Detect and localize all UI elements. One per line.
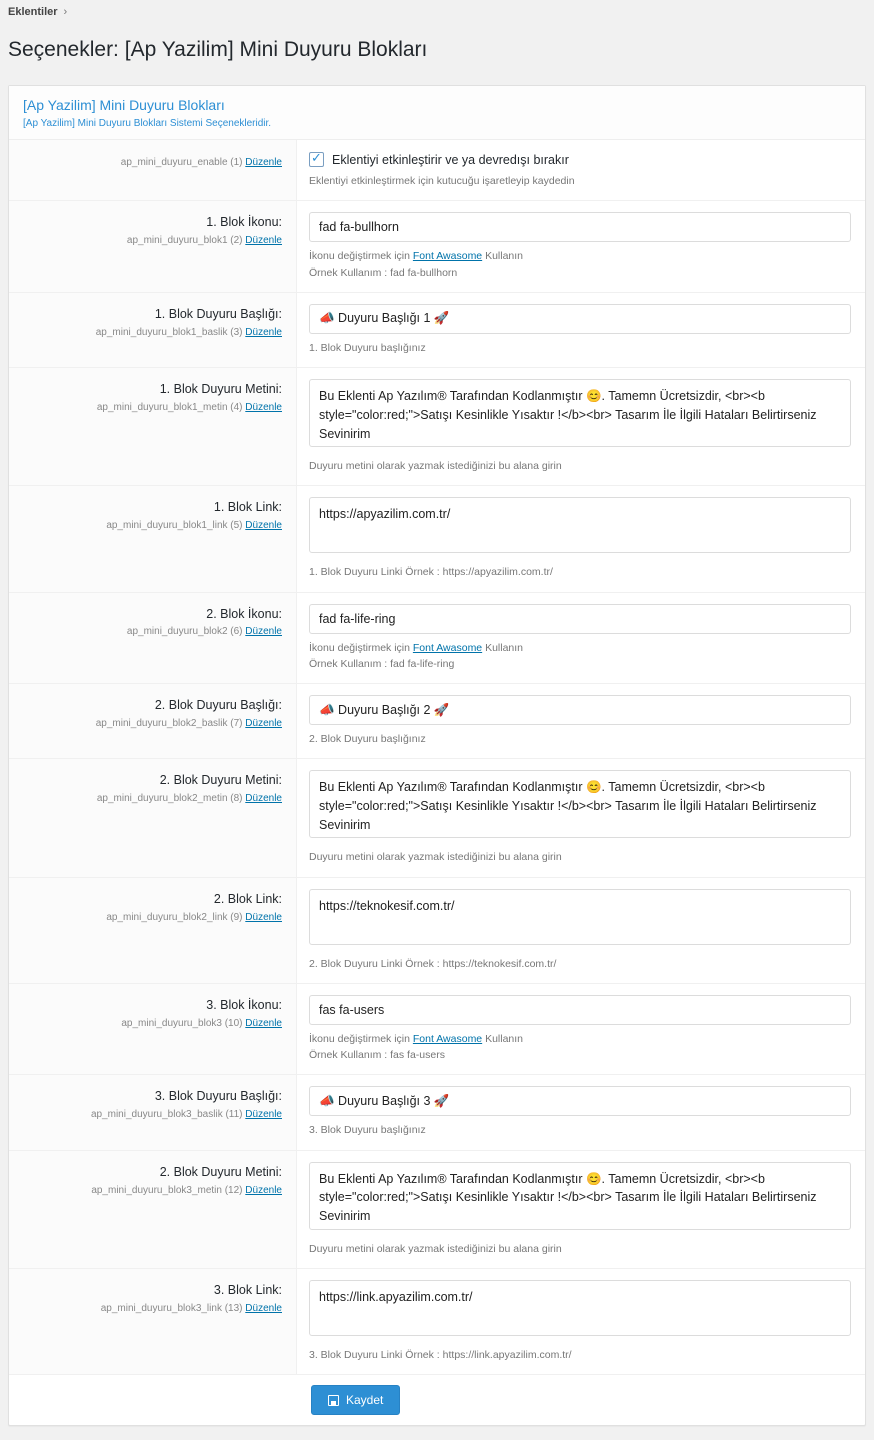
- setting-meta: [19, 519, 282, 533]
- setting-label-cell: [9, 1075, 297, 1149]
- setting-row: [9, 684, 865, 759]
- setting-meta: [19, 625, 282, 639]
- setting-label: 1. Blok Link:: [213, 500, 282, 515]
- setting-row: [9, 878, 865, 984]
- setting-label-cell: [9, 759, 297, 876]
- setting-field-cell: [297, 984, 865, 1075]
- setting-field-cell: [297, 1269, 865, 1374]
- setting-label: 1. Blok İkonu:: [206, 215, 282, 230]
- setting-option-key: ap_mini_duyuru_blok3 (10): [121, 1017, 243, 1029]
- setting-option-key: ap_mini_duyuru_blok1_metin (4): [96, 401, 243, 413]
- setting-meta: [19, 1108, 282, 1122]
- setting-label-cell: [9, 486, 297, 591]
- setting-label-cell: [9, 368, 297, 485]
- setting-row: [9, 140, 865, 201]
- setting-text-textarea[interactable]: [309, 379, 851, 447]
- setting-text-input[interactable]: [309, 212, 851, 242]
- setting-meta: [19, 1017, 282, 1031]
- setting-row: [9, 486, 865, 592]
- breadcrumb-root[interactable]: Eklentiler: [8, 5, 58, 18]
- setting-help: Duyuru metini olarak yazmak istediğinizi bu alana girin: [309, 460, 562, 473]
- setting-label: 2. Blok Link:: [213, 891, 282, 906]
- edit-link[interactable]: Düzenle: [245, 793, 282, 805]
- edit-link[interactable]: Düzenle: [245, 401, 282, 413]
- setting-text-input[interactable]: [309, 1086, 851, 1116]
- setting-label: 2. Blok İkonu:: [206, 606, 282, 621]
- setting-meta: [19, 401, 282, 415]
- edit-link[interactable]: Düzenle: [245, 626, 282, 638]
- setting-field-cell: [297, 293, 865, 367]
- setting-help: 1. Blok Duyuru başlığınız: [309, 341, 426, 354]
- setting-help: Duyuru metini olarak yazmak istediğinizi bu alana girin: [309, 1242, 562, 1255]
- setting-option-key: ap_mini_duyuru_blok3_baslik (11): [90, 1109, 243, 1121]
- setting-field-cell: [297, 593, 865, 684]
- setting-option-key: ap_mini_duyuru_blok2_link (9): [106, 911, 243, 923]
- setting-help: 3. Blok Duyuru Linki Örnek : https://link.apyazilim.com.tr/: [309, 1349, 572, 1361]
- edit-link[interactable]: Düzenle: [245, 1184, 282, 1196]
- setting-row: [9, 984, 865, 1076]
- help-text-post: Kullanın: [482, 250, 524, 263]
- help-text-pre: İkonu değiştirmek için: [309, 250, 413, 263]
- help-text-example: Örnek Kullanım : fad fa-life-ring: [309, 657, 455, 670]
- setting-label-cell: [9, 984, 297, 1075]
- setting-option-key: ap_mini_duyuru_blok3_link (13): [100, 1302, 243, 1314]
- breadcrumb-separator-icon: ›: [63, 5, 68, 18]
- setting-meta: [19, 234, 282, 248]
- help-text-example: Örnek Kullanım : fad fa-bullhorn: [309, 266, 458, 279]
- help-text-post: Kullanın: [482, 1032, 524, 1045]
- edit-link[interactable]: Düzenle: [245, 911, 282, 923]
- setting-label-cell: [9, 293, 297, 367]
- panel-title: [Ap Yazilim] Mini Duyuru Blokları: [23, 97, 225, 114]
- setting-help: 2. Blok Duyuru Linki Örnek : https://teknokesif.com.tr/: [309, 957, 557, 970]
- setting-text-input[interactable]: [309, 604, 851, 634]
- setting-label-cell: [9, 201, 297, 292]
- panel-header: [9, 86, 865, 140]
- setting-field-cell: [297, 368, 865, 485]
- setting-label: 3. Blok Duyuru Başlığı:: [154, 1089, 282, 1104]
- setting-row: [9, 201, 865, 293]
- setting-meta: [19, 1184, 282, 1198]
- setting-label: 1. Blok Duyuru Metini:: [159, 382, 282, 397]
- setting-meta: [19, 911, 282, 925]
- setting-link-textarea[interactable]: [309, 889, 851, 945]
- setting-field-cell: [297, 140, 865, 200]
- setting-field-cell: [297, 684, 865, 758]
- help-text-pre: İkonu değiştirmek için: [309, 1032, 413, 1045]
- setting-text-input[interactable]: [309, 304, 851, 334]
- help-text-example: Örnek Kullanım : fas fa-users: [309, 1049, 445, 1062]
- edit-link[interactable]: Düzenle: [245, 1109, 282, 1121]
- help-text-post: Kullanın: [482, 641, 524, 654]
- setting-option-key: ap_mini_duyuru_enable (1): [120, 157, 243, 169]
- setting-label-cell: [9, 1269, 297, 1374]
- enable-checkbox-line: [309, 151, 851, 167]
- setting-label: 3. Blok İkonu:: [206, 997, 282, 1012]
- page-title: Seçenekler: [Ap Yazilim] Mini Duyuru Blokları: [8, 38, 428, 62]
- setting-label: 2. Blok Duyuru Metini:: [159, 1164, 282, 1179]
- settings-rows: [9, 140, 865, 1374]
- setting-label-cell: [9, 140, 297, 200]
- setting-text-textarea[interactable]: [309, 770, 851, 838]
- options-panel: [8, 85, 866, 1426]
- edit-link[interactable]: Düzenle: [245, 1302, 282, 1314]
- setting-label: 2. Blok Duyuru Metini:: [159, 773, 282, 788]
- setting-help: Eklentiyi etkinleştirmek için kutucuğu işaretleyip kaydedin: [309, 175, 575, 188]
- setting-field-cell: [297, 1075, 865, 1149]
- setting-label: 1. Blok Duyuru Başlığı:: [154, 306, 282, 321]
- panel-footer: [9, 1374, 865, 1425]
- setting-option-key: ap_mini_duyuru_blok1_link (5): [106, 520, 243, 532]
- setting-row: [9, 1269, 865, 1374]
- edit-link[interactable]: Düzenle: [245, 326, 282, 338]
- save-button-label: Kaydet: [346, 1393, 384, 1408]
- edit-link[interactable]: Düzenle: [245, 1017, 282, 1029]
- edit-link[interactable]: Düzenle: [245, 235, 282, 247]
- edit-link[interactable]: Düzenle: [245, 718, 282, 730]
- setting-text-input[interactable]: [309, 995, 851, 1025]
- setting-row: [9, 293, 865, 368]
- setting-row: [9, 593, 865, 685]
- setting-help: 3. Blok Duyuru başlığınız: [309, 1124, 426, 1137]
- edit-link[interactable]: Düzenle: [245, 157, 282, 169]
- footer-spacer: [23, 1385, 311, 1415]
- setting-help: 2. Blok Duyuru başlığınız: [309, 733, 426, 746]
- setting-row: [9, 1075, 865, 1150]
- setting-meta: [19, 717, 282, 731]
- save-button[interactable]: [311, 1385, 400, 1415]
- setting-option-key: ap_mini_duyuru_blok3_metin (12): [91, 1184, 243, 1196]
- setting-field-cell: [297, 486, 865, 591]
- setting-meta: [19, 1302, 282, 1316]
- setting-link-textarea[interactable]: [309, 497, 851, 553]
- edit-link[interactable]: Düzenle: [245, 520, 282, 532]
- setting-meta: [19, 792, 282, 806]
- setting-help: [309, 1031, 851, 1064]
- help-text-pre: İkonu değiştirmek için: [309, 641, 413, 654]
- panel-subtitle: [Ap Yazilim] Mini Duyuru Blokları Sistemi Seçenekleridir.: [23, 118, 272, 130]
- setting-row: [9, 1151, 865, 1269]
- setting-label: 2. Blok Duyuru Başlığı:: [154, 698, 282, 713]
- setting-label-cell: [9, 593, 297, 684]
- setting-label-cell: [9, 684, 297, 758]
- setting-row: [9, 759, 865, 877]
- setting-option-key: ap_mini_duyuru_blok2_metin (8): [96, 793, 243, 805]
- enable-checkbox[interactable]: [309, 152, 324, 167]
- setting-help: [309, 640, 851, 673]
- setting-link-textarea[interactable]: [309, 1280, 851, 1336]
- setting-label-cell: [9, 1151, 297, 1268]
- setting-option-key: ap_mini_duyuru_blok1_baslik (3): [95, 326, 243, 338]
- font-awesome-link[interactable]: Font Awasome: [412, 250, 483, 263]
- save-icon: [328, 1395, 339, 1406]
- setting-field-cell: [297, 759, 865, 876]
- setting-help: 1. Blok Duyuru Linki Örnek : https://apyazilim.com.tr/: [309, 566, 553, 579]
- setting-meta: [19, 326, 282, 340]
- enable-checkbox-label: Eklentiyi etkinleştirir ve ya devredışı bırakır: [332, 152, 569, 167]
- setting-option-key: ap_mini_duyuru_blok2_baslik (7): [95, 718, 243, 730]
- setting-help: [309, 248, 851, 281]
- setting-option-key: ap_mini_duyuru_blok2 (6): [126, 626, 243, 638]
- setting-meta: [19, 156, 282, 170]
- setting-text-textarea[interactable]: [309, 1162, 851, 1230]
- setting-field-cell: [297, 201, 865, 292]
- setting-help: Duyuru metini olarak yazmak istediğinizi bu alana girin: [309, 851, 562, 864]
- setting-field-cell: [297, 1151, 865, 1268]
- setting-row: [9, 368, 865, 486]
- setting-label: 3. Blok Link:: [213, 1283, 282, 1297]
- breadcrumb: [0, 0, 874, 18]
- setting-label-cell: [9, 878, 297, 983]
- font-awesome-link[interactable]: Font Awasome: [412, 641, 483, 654]
- setting-field-cell: [297, 878, 865, 983]
- setting-option-key: ap_mini_duyuru_blok1 (2): [126, 235, 243, 247]
- setting-text-input[interactable]: [309, 695, 851, 725]
- font-awesome-link[interactable]: Font Awasome: [412, 1032, 483, 1045]
